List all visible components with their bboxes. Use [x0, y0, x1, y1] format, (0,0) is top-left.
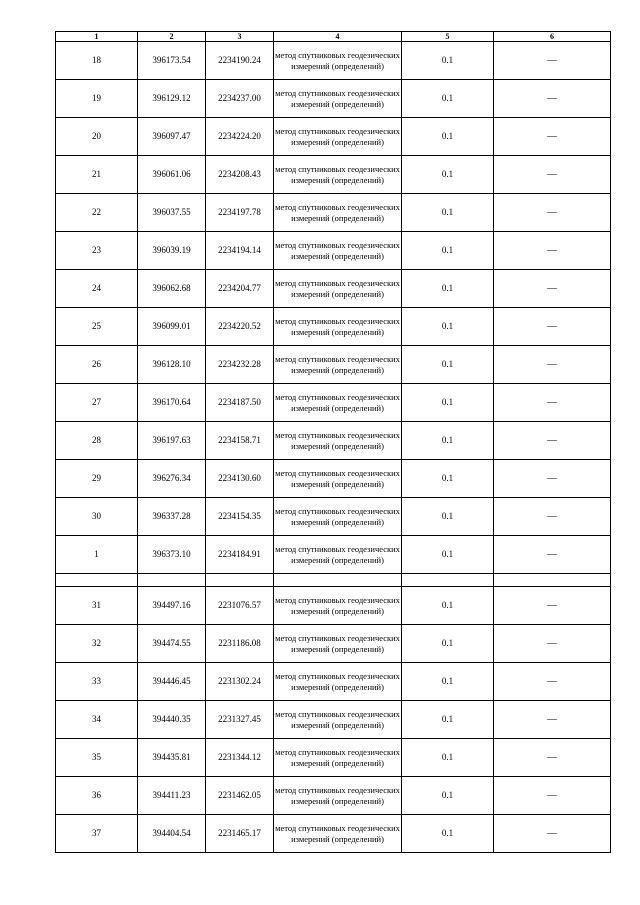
method-cell: метод спутниковых геодезических измерений (определений)	[274, 536, 402, 574]
accuracy-cell: 0.1	[402, 422, 494, 460]
note-cell: —	[494, 460, 611, 498]
method-cell: метод спутниковых геодезических измерений (определений)	[274, 346, 402, 384]
column-header: 1	[56, 32, 138, 42]
x-coordinate-cell: 394497.16	[138, 587, 206, 625]
column-header: 4	[274, 32, 402, 42]
coordinates-table	[55, 31, 611, 853]
accuracy-cell: 0.1	[402, 536, 494, 574]
method-cell: метод спутниковых геодезических измерений (определений)	[274, 815, 402, 853]
table-row	[56, 422, 611, 460]
point-number-cell: 21	[56, 156, 138, 194]
y-coordinate-cell: 2234208.43	[206, 156, 274, 194]
method-cell: метод спутниковых геодезических измерений (определений)	[274, 460, 402, 498]
y-coordinate-cell: 2234204.77	[206, 270, 274, 308]
y-coordinate-cell: 2234220.52	[206, 308, 274, 346]
table-row	[56, 270, 611, 308]
accuracy-cell: 0.1	[402, 460, 494, 498]
empty-cell	[274, 574, 402, 587]
point-number-cell: 36	[56, 777, 138, 815]
y-coordinate-cell: 2234232.28	[206, 346, 274, 384]
spacer-row	[56, 574, 611, 587]
y-coordinate-cell: 2231465.17	[206, 815, 274, 853]
x-coordinate-cell: 396173.54	[138, 42, 206, 80]
table-row	[56, 384, 611, 422]
note-cell: —	[494, 384, 611, 422]
note-cell: —	[494, 587, 611, 625]
method-cell: метод спутниковых геодезических измерений (определений)	[274, 777, 402, 815]
y-coordinate-cell: 2231186.08	[206, 625, 274, 663]
y-coordinate-cell: 2234237.00	[206, 80, 274, 118]
x-coordinate-cell: 396170.64	[138, 384, 206, 422]
empty-cell	[56, 574, 138, 587]
note-cell: —	[494, 232, 611, 270]
x-coordinate-cell: 396373.10	[138, 536, 206, 574]
x-coordinate-cell: 394411.23	[138, 777, 206, 815]
x-coordinate-cell: 396037.55	[138, 194, 206, 232]
point-number-cell: 37	[56, 815, 138, 853]
column-header: 5	[402, 32, 494, 42]
method-cell: метод спутниковых геодезических измерений (определений)	[274, 232, 402, 270]
x-coordinate-cell: 396062.68	[138, 270, 206, 308]
accuracy-cell: 0.1	[402, 194, 494, 232]
y-coordinate-cell: 2234224.20	[206, 118, 274, 156]
method-cell: метод спутниковых геодезических измерений (определений)	[274, 156, 402, 194]
note-cell: —	[494, 422, 611, 460]
point-number-cell: 27	[56, 384, 138, 422]
point-number-cell: 25	[56, 308, 138, 346]
note-cell: —	[494, 80, 611, 118]
y-coordinate-cell: 2234158.71	[206, 422, 274, 460]
accuracy-cell: 0.1	[402, 739, 494, 777]
point-number-cell: 29	[56, 460, 138, 498]
x-coordinate-cell: 394474.55	[138, 625, 206, 663]
point-number-cell: 23	[56, 232, 138, 270]
table-row	[56, 42, 611, 80]
point-number-cell: 35	[56, 739, 138, 777]
x-coordinate-cell: 394440.35	[138, 701, 206, 739]
point-number-cell: 26	[56, 346, 138, 384]
empty-cell	[138, 574, 206, 587]
method-cell: метод спутниковых геодезических измерений (определений)	[274, 498, 402, 536]
accuracy-cell: 0.1	[402, 498, 494, 536]
table-row	[56, 739, 611, 777]
accuracy-cell: 0.1	[402, 42, 494, 80]
note-cell: —	[494, 42, 611, 80]
y-coordinate-cell: 2231344.12	[206, 739, 274, 777]
accuracy-cell: 0.1	[402, 701, 494, 739]
note-cell: —	[494, 777, 611, 815]
note-cell: —	[494, 663, 611, 701]
note-cell: —	[494, 194, 611, 232]
note-cell: —	[494, 701, 611, 739]
table-body	[56, 42, 611, 853]
method-cell: метод спутниковых геодезических измерений (определений)	[274, 308, 402, 346]
table-row	[56, 308, 611, 346]
method-cell: метод спутниковых геодезических измерений (определений)	[274, 422, 402, 460]
note-cell: —	[494, 739, 611, 777]
note-cell: —	[494, 270, 611, 308]
accuracy-cell: 0.1	[402, 270, 494, 308]
y-coordinate-cell: 2231076.57	[206, 587, 274, 625]
header-row	[56, 32, 611, 42]
x-coordinate-cell: 394446.45	[138, 663, 206, 701]
x-coordinate-cell: 396099.01	[138, 308, 206, 346]
table-row	[56, 156, 611, 194]
x-coordinate-cell: 396129.12	[138, 80, 206, 118]
x-coordinate-cell: 396039.19	[138, 232, 206, 270]
method-cell: метод спутниковых геодезических измерений (определений)	[274, 118, 402, 156]
empty-cell	[402, 574, 494, 587]
note-cell: —	[494, 625, 611, 663]
column-header: 6	[494, 32, 611, 42]
x-coordinate-cell: 394435.81	[138, 739, 206, 777]
point-number-cell: 18	[56, 42, 138, 80]
x-coordinate-cell: 396276.34	[138, 460, 206, 498]
point-number-cell: 28	[56, 422, 138, 460]
note-cell: —	[494, 815, 611, 853]
point-number-cell: 33	[56, 663, 138, 701]
method-cell: метод спутниковых геодезических измерений (определений)	[274, 663, 402, 701]
accuracy-cell: 0.1	[402, 777, 494, 815]
accuracy-cell: 0.1	[402, 815, 494, 853]
note-cell: —	[494, 346, 611, 384]
y-coordinate-cell: 2234194.14	[206, 232, 274, 270]
accuracy-cell: 0.1	[402, 308, 494, 346]
accuracy-cell: 0.1	[402, 346, 494, 384]
y-coordinate-cell: 2231302.24	[206, 663, 274, 701]
y-coordinate-cell: 2234190.24	[206, 42, 274, 80]
accuracy-cell: 0.1	[402, 232, 494, 270]
x-coordinate-cell: 396061.06	[138, 156, 206, 194]
accuracy-cell: 0.1	[402, 625, 494, 663]
table-row	[56, 625, 611, 663]
method-cell: метод спутниковых геодезических измерений (определений)	[274, 587, 402, 625]
note-cell: —	[494, 308, 611, 346]
x-coordinate-cell: 396097.47	[138, 118, 206, 156]
x-coordinate-cell: 394404.54	[138, 815, 206, 853]
table-row	[56, 346, 611, 384]
accuracy-cell: 0.1	[402, 587, 494, 625]
column-header: 2	[138, 32, 206, 42]
column-header: 3	[206, 32, 274, 42]
table-row	[56, 80, 611, 118]
table-row	[56, 777, 611, 815]
table-row	[56, 460, 611, 498]
y-coordinate-cell: 2234184.91	[206, 536, 274, 574]
point-number-cell: 20	[56, 118, 138, 156]
point-number-cell: 19	[56, 80, 138, 118]
empty-cell	[206, 574, 274, 587]
method-cell: метод спутниковых геодезических измерений (определений)	[274, 625, 402, 663]
note-cell: —	[494, 498, 611, 536]
table-row	[56, 587, 611, 625]
method-cell: метод спутниковых геодезических измерений (определений)	[274, 739, 402, 777]
accuracy-cell: 0.1	[402, 384, 494, 422]
point-number-cell: 31	[56, 587, 138, 625]
x-coordinate-cell: 396128.10	[138, 346, 206, 384]
table-row	[56, 536, 611, 574]
y-coordinate-cell: 2234187.50	[206, 384, 274, 422]
y-coordinate-cell: 2231462.05	[206, 777, 274, 815]
accuracy-cell: 0.1	[402, 663, 494, 701]
accuracy-cell: 0.1	[402, 156, 494, 194]
table-row	[56, 232, 611, 270]
y-coordinate-cell: 2234130.60	[206, 460, 274, 498]
accuracy-cell: 0.1	[402, 118, 494, 156]
empty-cell	[494, 574, 611, 587]
point-number-cell: 34	[56, 701, 138, 739]
point-number-cell: 24	[56, 270, 138, 308]
accuracy-cell: 0.1	[402, 80, 494, 118]
y-coordinate-cell: 2234154.35	[206, 498, 274, 536]
note-cell: —	[494, 156, 611, 194]
table-row	[56, 498, 611, 536]
method-cell: метод спутниковых геодезических измерений (определений)	[274, 701, 402, 739]
note-cell: —	[494, 536, 611, 574]
method-cell: метод спутниковых геодезических измерений (определений)	[274, 80, 402, 118]
table-row	[56, 194, 611, 232]
point-number-cell: 1	[56, 536, 138, 574]
y-coordinate-cell: 2231327.45	[206, 701, 274, 739]
point-number-cell: 22	[56, 194, 138, 232]
method-cell: метод спутниковых геодезических измерений (определений)	[274, 270, 402, 308]
x-coordinate-cell: 396197.63	[138, 422, 206, 460]
point-number-cell: 30	[56, 498, 138, 536]
method-cell: метод спутниковых геодезических измерений (определений)	[274, 384, 402, 422]
method-cell: метод спутниковых геодезических измерений (определений)	[274, 42, 402, 80]
table-row	[56, 701, 611, 739]
point-number-cell: 32	[56, 625, 138, 663]
table-row	[56, 118, 611, 156]
y-coordinate-cell: 2234197.78	[206, 194, 274, 232]
method-cell: метод спутниковых геодезических измерений (определений)	[274, 194, 402, 232]
x-coordinate-cell: 396337.28	[138, 498, 206, 536]
table-row	[56, 663, 611, 701]
note-cell: —	[494, 118, 611, 156]
table-row	[56, 815, 611, 853]
